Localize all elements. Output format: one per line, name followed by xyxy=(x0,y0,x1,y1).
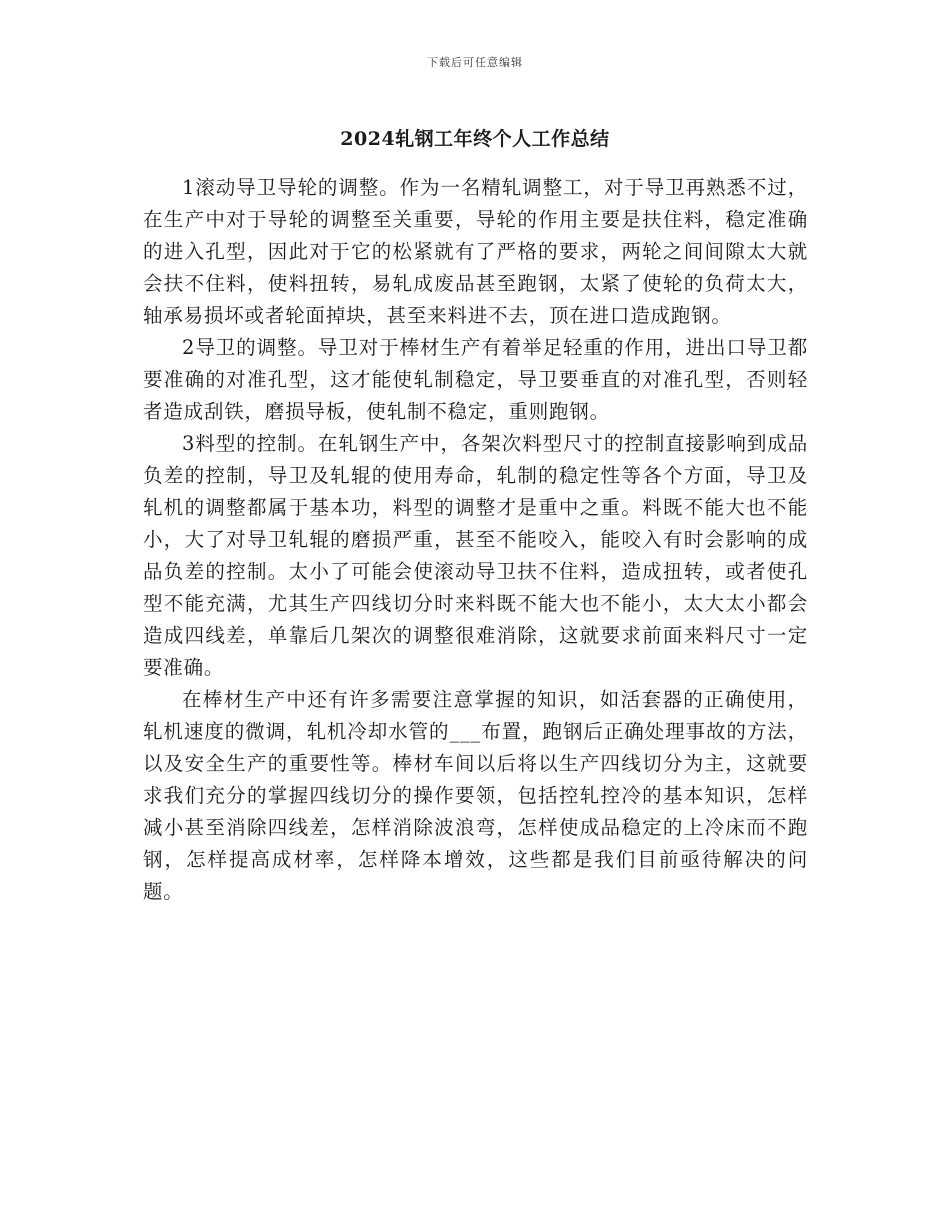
header-note: 下载后可任意编辑 xyxy=(427,56,523,69)
document-body xyxy=(143,172,808,908)
document-title: 2024轧钢工年终个人工作总结 xyxy=(340,128,610,150)
paragraph-bar-production-knowledge: 在棒材生产中还有许多需要注意掌握的知识，如活套器的正确使用，轧机速度的微调，轧机冷却水管的___布置，跑钢后正确处理事故的方法，以及安全生产的重要性等。棒材车间以后将以生产四线切分为主，这就要求我们充分的掌握四线切分的操作要领，包括控轧控冷的基本知识，怎样减小甚至消除四线差，怎样消除波浪弯，怎样使成品稳定的上冷床而不跑钢，怎样提高成材率，怎样降本增效，这些都是我们目前亟待解决的问题。 xyxy=(143,688,808,903)
paragraph-guide-adjustment: 2导卫的调整。导卫对于棒材生产有着举足轻重的作用，进出口导卫都要准确的对准孔型，这才能使轧制稳定，导卫要垂直的对准孔型，否则轻者造成刮铁，磨损导板，使轧制不稳定，重则跑钢。 xyxy=(143,336,808,423)
paragraph-profile-control: 3料型的控制。在轧钢生产中，各架次料型尺寸的控制直接影响到成品负差的控制，导卫及轧辊的使用寿命，轧制的稳定性等各个方面，导卫及轧机的调整都属于基本功，料型的调整才是重中之重。料既不能大也不能小，大了对导卫轧辊的磨损严重，甚至不能咬入，能咬入有时会影响的成品负差的控制。太小了可能会使滚动导卫扶不住料，造成扭转，或者使孔型不能充满，尤其生产四线切分时来料既不能大也不能小，太大太小都会造成四线差，单靠后几架次的调整很难消除，这就要求前面来料尺寸一定要准确。 xyxy=(143,432,808,679)
paragraph-guide-wheel-adjustment: 1滚动导卫导轮的调整。作为一名精轧调整工，对于导卫再熟悉不过，在生产中对于导轮的调整至关重要，导轮的作用主要是扶住料，稳定准确的进入孔型，因此对于它的松紧就有了严格的要求，两轮之间间隙太大就会扶不住料，使料扭转，易轧成废品甚至跑钢，太紧了使轮的负荷太大，轴承易损坏或者轮面掉块，甚至来料进不去，顶在进口造成跑钢。 xyxy=(143,176,808,327)
